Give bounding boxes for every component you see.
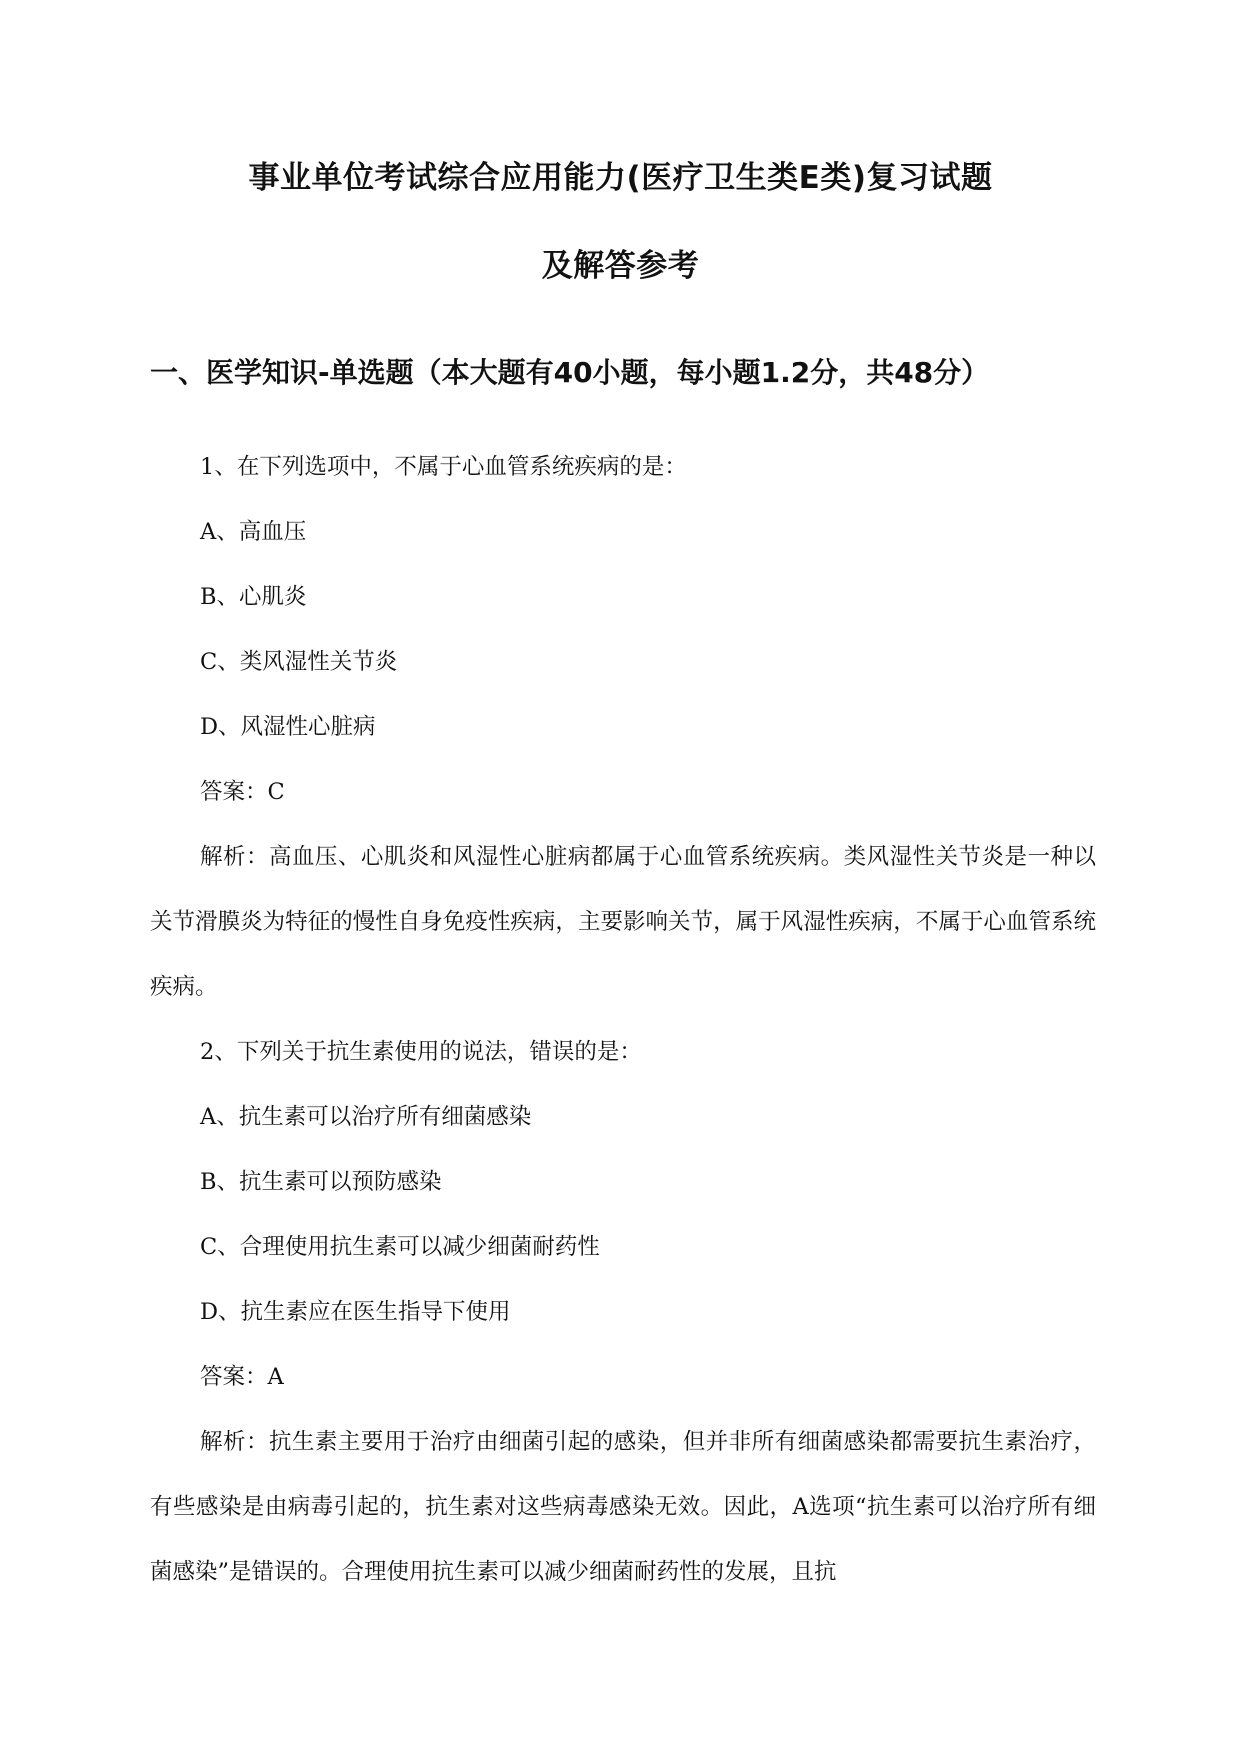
document-title-line-2: 及解答参考 (541, 248, 700, 284)
option-d: D、风湿性心脏病 (200, 714, 376, 740)
analysis: 解析：高血压、心肌炎和风湿性心脏病都属于心血管系统疾病。类风湿性关节炎是一种以关节滑膜炎为特征的慢性自身免疫性疾病，主要影响关节，属于风湿性疾病，不属于心血管系统疾病。 (150, 844, 1096, 1000)
document-title-line-1: 事业单位考试综合应用能力(医疗卫生类E类)复习试题 (248, 160, 993, 196)
analysis: 解析：抗生素主要用于治疗由细菌引起的感染，但并非所有细菌感染都需要抗生素治疗，有些感染是由病毒引起的，抗生素对这些病毒感染无效。因此，A选项“抗生素可以治疗所有细菌感染”是错误的。合理使用抗生素可以减少细菌耐药性的发展，且抗 (150, 1429, 1096, 1585)
question-1 (150, 435, 1096, 1020)
option-a: A、抗生素可以治疗所有细菌感染 (200, 1104, 532, 1130)
answer: 答案：C (200, 779, 285, 805)
option-b: B、抗生素可以预防感染 (200, 1169, 442, 1195)
section-heading: 一、医学知识-单选题（本大题有40小题，每小题1.2分，共48分） (150, 356, 990, 389)
question-stem: 1、在下列选项中，不属于心血管系统疾病的是： (200, 454, 687, 480)
option-c: C、类风湿性关节炎 (200, 649, 398, 675)
option-c: C、合理使用抗生素可以减少细菌耐药性 (200, 1234, 600, 1260)
option-a: A、高血压 (200, 519, 307, 545)
answer: 答案：A (200, 1364, 284, 1390)
question-2 (150, 1020, 1096, 1605)
question-stem: 2、下列关于抗生素使用的说法，错误的是： (200, 1039, 642, 1065)
option-b: B、心肌炎 (200, 584, 307, 610)
question-list (150, 435, 1096, 1605)
option-d: D、抗生素应在医生指导下使用 (200, 1299, 511, 1325)
